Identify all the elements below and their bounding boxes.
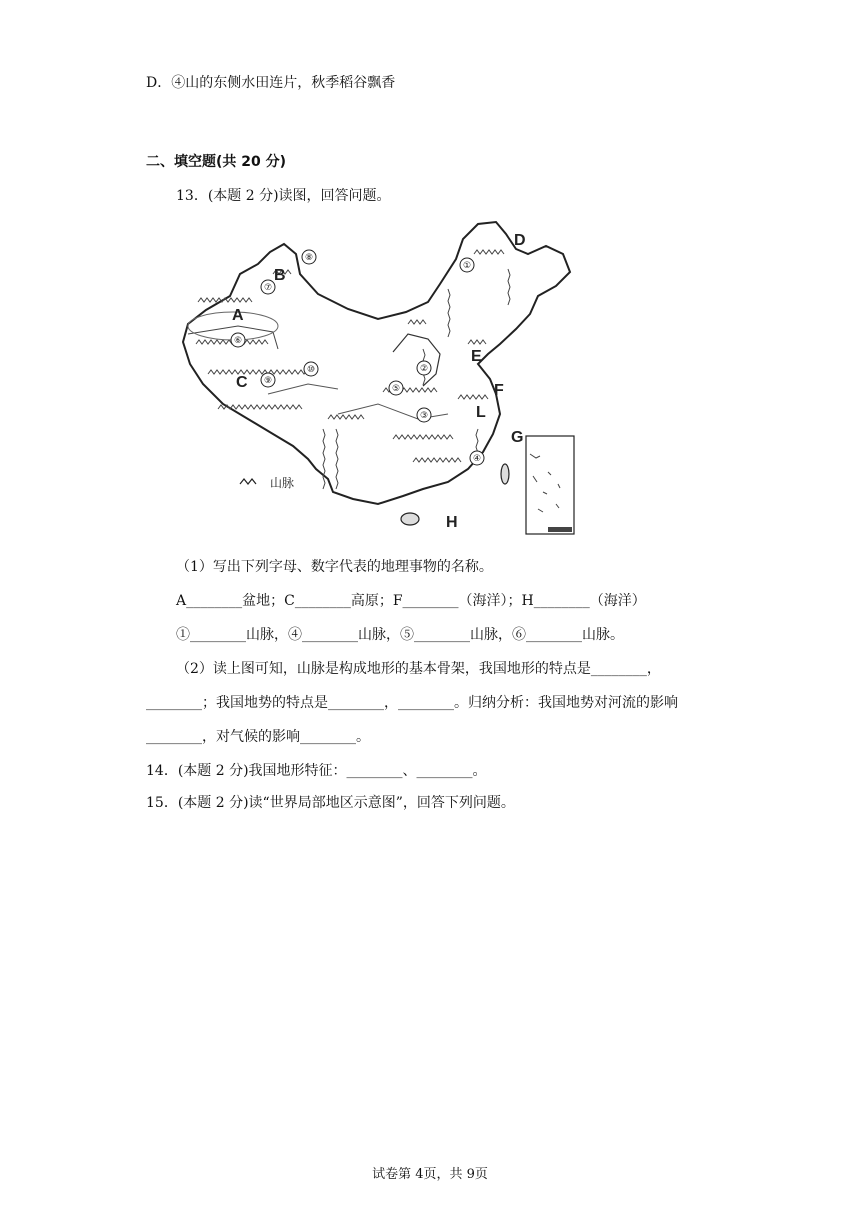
circled-numbers xyxy=(231,250,484,465)
question-14: 14．(本题 2 分)我国地形特征：________、________。 xyxy=(146,763,487,779)
label-num-8: ⑧ xyxy=(304,253,314,263)
label-num-2: ② xyxy=(419,364,429,374)
label-num-1: ① xyxy=(462,261,472,271)
china-terrain-map xyxy=(178,214,598,539)
legend-label: 山脉 xyxy=(270,476,295,490)
label-num-6: ⑥ xyxy=(233,336,243,346)
label-D: D xyxy=(514,232,526,249)
question-13-sub1: （1）写出下列字母、数字代表的地理事物的名称。 xyxy=(176,559,493,575)
label-num-3: ③ xyxy=(419,411,429,421)
question-15: 15．(本题 2 分)读“世界局部地区示意图”，回答下列问题。 xyxy=(146,795,515,811)
section-title: 二、填空题(共 20 分) xyxy=(146,154,287,170)
label-num-4: ④ xyxy=(472,454,482,464)
label-F: F xyxy=(494,382,504,399)
question-13-sub2-line3: ________，对气候的影响________。 xyxy=(146,729,370,745)
page-footer: 试卷第 4页，共 9页 xyxy=(372,1167,488,1182)
label-C: C xyxy=(236,374,248,391)
label-B: B xyxy=(274,267,286,284)
question-13-sub2-line1: （2）读上图可知，山脉是构成地形的基本骨架，我国地形的特点是________， xyxy=(176,661,661,677)
question-13-stem: 13．(本题 2 分)读图，回答问题。 xyxy=(176,188,391,204)
option-d: D．④山的东侧水田连片，秋季稻谷飘香 xyxy=(146,75,396,91)
question-13-line-a: A________盆地；C________高原；F________（海洋）；H________（海洋） xyxy=(176,593,646,609)
legend-mountain-icon xyxy=(240,479,256,484)
label-G: G xyxy=(511,429,524,446)
mountain-ranges xyxy=(196,250,510,489)
question-13-sub2-line2: ________；我国地势的特点是________，________。归纳分析：我国地势对河流的影响 xyxy=(146,695,678,711)
label-A: A xyxy=(232,307,244,324)
south-sea-inset xyxy=(526,436,574,534)
label-num-9: ⑨ xyxy=(263,376,273,386)
label-E: E xyxy=(471,348,482,365)
label-num-5: ⑤ xyxy=(391,384,401,394)
question-13-line-b: ①________山脉，④________山脉，⑤________山脉，⑥________山脉。 xyxy=(176,627,624,643)
hainan-island xyxy=(401,513,419,525)
label-H: H xyxy=(446,514,458,531)
taiwan-island xyxy=(501,464,509,484)
label-L: L xyxy=(476,404,486,421)
china-outline xyxy=(183,222,570,504)
label-num-7: ⑦ xyxy=(263,283,273,293)
label-num-10: ⑩ xyxy=(306,365,316,375)
